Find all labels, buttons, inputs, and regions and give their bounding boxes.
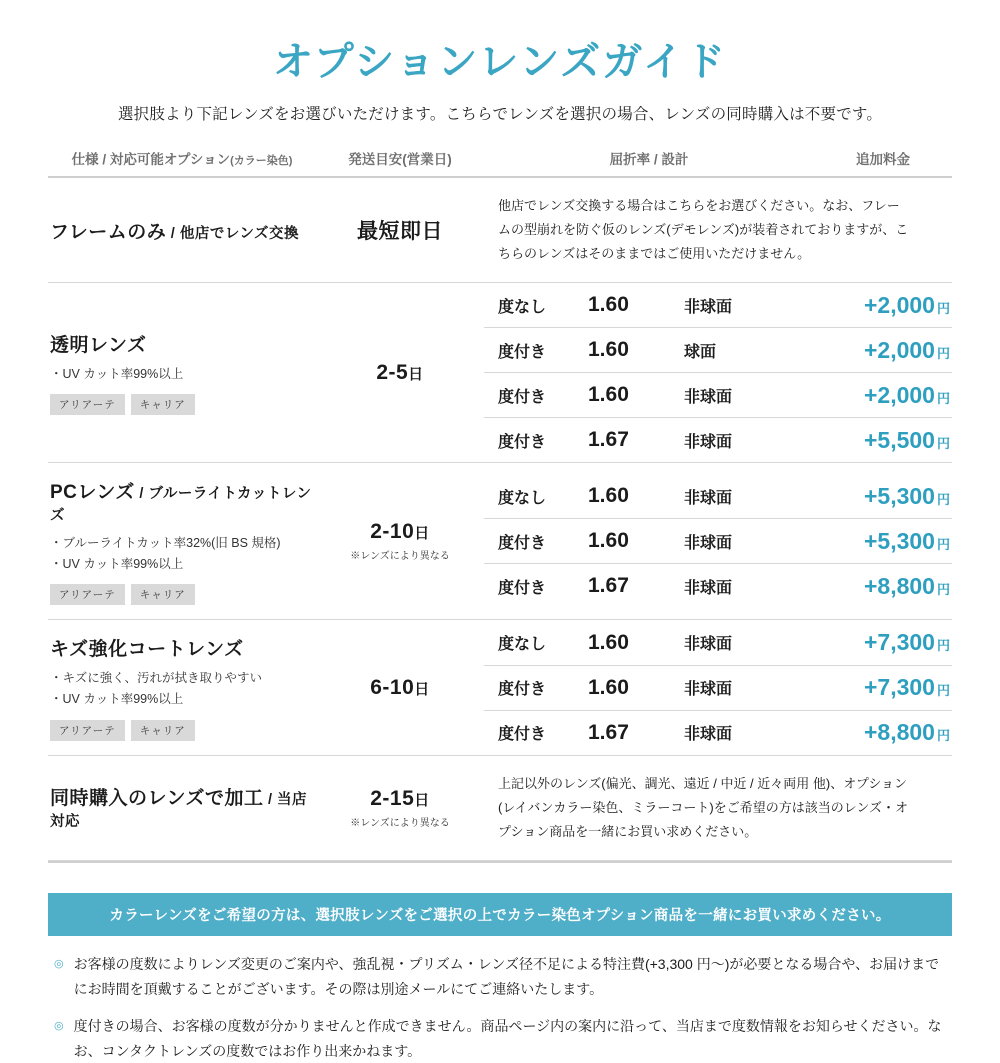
- option-index: 1.60: [588, 675, 629, 699]
- option-design: 非球面: [684, 433, 733, 451]
- option-degree: 度付き: [498, 681, 547, 699]
- column-header-shipping: 発送目安(営業日): [348, 152, 452, 167]
- table-row: [48, 620, 952, 755]
- row-shipping: [316, 463, 484, 619]
- option-degree: 度付き: [498, 726, 547, 744]
- row-options: [484, 283, 952, 462]
- option-row: [484, 564, 952, 608]
- footnote-item: [48, 1014, 952, 1063]
- option-index: 1.60: [588, 293, 629, 317]
- option-row: [484, 328, 952, 373]
- spec-name: フレームのみ / 他店でレンズ交換: [50, 221, 300, 243]
- option-design: 非球面: [684, 726, 733, 744]
- row-shipping: [316, 283, 484, 462]
- row-description: 上記以外のレンズ(偏光、調光、遠近 / 中近 / 近々両用 他)、オプション(レイバンカラー染色、ミラーコート)をご希望の方は該当のレンズ・オプション商品を一緒にお買い求めください。: [498, 775, 909, 839]
- spec-tags: [50, 584, 312, 605]
- option-index: 1.67: [588, 720, 629, 744]
- tag-carrier: キャリア: [131, 584, 195, 605]
- spec-note: ・UV カット率99%以上: [50, 366, 184, 381]
- option-design: 球面: [684, 343, 717, 361]
- option-degree: 度付き: [498, 388, 547, 406]
- row-spec-processing: [48, 756, 316, 860]
- table-row: [48, 463, 952, 620]
- option-row: [484, 418, 952, 462]
- option-price: +8,800 円: [863, 719, 950, 746]
- option-design: 非球面: [684, 534, 733, 552]
- option-price: +5,300 円: [863, 482, 950, 509]
- table-row: [48, 283, 952, 463]
- option-design: 非球面: [684, 681, 733, 699]
- column-header-spec-label: 仕様 / 対応可能オプション: [71, 152, 231, 167]
- tag-carrier: キャリア: [131, 394, 195, 415]
- shipping-value: 2-10日: [370, 520, 430, 544]
- row-spec-frame-only: [48, 178, 316, 282]
- option-index: 1.67: [588, 428, 629, 452]
- column-header-price: 追加料金: [856, 152, 910, 167]
- option-design: 非球面: [684, 388, 733, 406]
- shipping-value: 最短即日: [357, 220, 443, 244]
- row-description: 他店でレンズ交換する場合はこちらをお選びください。なお、フレームの型崩れを防ぐ仮のレンズ(デモレンズ)が装着されておりますが、こちらのレンズはそのままではご使用いただけません。: [498, 198, 909, 262]
- option-degree: 度なし: [498, 489, 547, 507]
- option-design: 非球面: [684, 489, 733, 507]
- option-degree: 度付き: [498, 343, 547, 361]
- shipping-note: ※レンズにより異なる: [350, 551, 450, 563]
- row-spec-clear-lens: [48, 283, 316, 462]
- table-bottom-rule: [48, 861, 952, 863]
- tag-ariate: アリアーテ: [50, 394, 125, 415]
- column-header-index: 屈折率 / 設計: [609, 152, 689, 167]
- option-design: 非球面: [684, 636, 733, 654]
- spec-name: 同時購入のレンズで加工 / 当店対応: [50, 788, 308, 831]
- option-price: +8,800 円: [863, 572, 950, 599]
- spec-note: ・キズに強く、汚れが拭き取りやすい ・UV カット率99%以上: [50, 671, 263, 707]
- spec-tags: [50, 720, 312, 741]
- option-row: [484, 373, 952, 418]
- spec-tags: [50, 394, 312, 415]
- page-title: オプションレンズガイド: [273, 40, 727, 84]
- option-row: [484, 474, 952, 519]
- footnote-text: お客様の度数によりレンズ変更のご案内や、強乱視・プリズム・レンズ径不足による特注費(+3,300 円〜)が必要となる場合や、お届けまでにお時間を頂戴することがございます。その際は別途メールにてご連絡いたします。: [73, 955, 940, 997]
- option-price: +2,000 円: [863, 291, 950, 318]
- row-spec-pc-lens: [48, 463, 316, 619]
- row-shipping: [316, 756, 484, 860]
- option-row: [484, 519, 952, 564]
- tag-carrier: キャリア: [131, 720, 195, 741]
- option-price: +5,500 円: [863, 426, 950, 453]
- circle-bullet-icon: ◎: [54, 1019, 64, 1032]
- column-header-spec: [48, 148, 316, 168]
- row-spec-scratch-coat-lens: [48, 620, 316, 754]
- option-index: 1.67: [588, 574, 629, 598]
- option-row: [484, 283, 952, 328]
- row-shipping: [316, 178, 484, 282]
- circle-bullet-icon: ◎: [54, 957, 64, 970]
- option-price: +5,300 円: [863, 527, 950, 554]
- option-degree: 度付き: [498, 579, 547, 597]
- option-index: 1.60: [588, 529, 629, 553]
- row-shipping: [316, 620, 484, 754]
- shipping-note: ※レンズにより異なる: [350, 817, 450, 829]
- option-index: 1.60: [588, 630, 629, 654]
- footnote-text: 度付きの場合、お客様の度数が分かりませんと作成できません。商品ページ内の案内に沿って、当店まで度数情報をお知らせください。なお、コンタクトレンズの度数ではお作り出来かねます。: [73, 1017, 942, 1059]
- shipping-value: 6-10日: [370, 675, 430, 699]
- tag-ariate: アリアーテ: [50, 584, 125, 605]
- footnote-item: [48, 952, 952, 1002]
- spec-name: キズ強化コートレンズ: [50, 639, 244, 661]
- option-index: 1.60: [588, 484, 629, 508]
- page-subtitle: 選択肢より下記レンズをお選びいただけます。こちらでレンズを選択の場合、レンズの同時購入は不要です。: [117, 106, 883, 123]
- row-options: [484, 620, 952, 754]
- spec-name: 透明レンズ: [50, 334, 147, 356]
- table-row: [48, 756, 952, 861]
- option-price: +7,300 円: [863, 629, 950, 656]
- shipping-value: 2-15日: [370, 786, 430, 810]
- option-degree: 度付き: [498, 433, 547, 451]
- color-lens-banner: カラーレンズをご希望の方は、選択肢レンズをご選択の上でカラー染色オプション商品を一緒にお買い求めください。: [48, 893, 952, 936]
- option-degree: 度なし: [498, 636, 547, 654]
- option-row: [484, 621, 952, 666]
- shipping-value: 2-5日: [376, 360, 424, 384]
- option-price: +7,300 円: [863, 674, 950, 701]
- option-index: 1.60: [588, 338, 629, 362]
- column-header-spec-note: (カラー染色): [230, 155, 293, 167]
- row-options: [484, 463, 952, 619]
- option-price: +2,000 円: [863, 336, 950, 363]
- option-design: 非球面: [684, 579, 733, 597]
- tag-ariate: アリアーテ: [50, 720, 125, 741]
- spec-name: PCレンズ / ブルーライトカットレンズ: [50, 482, 312, 525]
- table-column-headers: [48, 148, 952, 176]
- footnotes: [48, 952, 952, 1063]
- option-degree: 度なし: [498, 298, 547, 316]
- table-row: [48, 178, 952, 283]
- option-design: 非球面: [684, 298, 733, 316]
- option-row: [484, 711, 952, 755]
- spec-note: ・ブルーライトカット率32%(旧 BS 規格) ・UV カット率99%以上: [50, 536, 281, 571]
- option-price: +2,000 円: [863, 381, 950, 408]
- option-degree: 度付き: [498, 534, 547, 552]
- option-row: [484, 666, 952, 711]
- option-index: 1.60: [588, 383, 629, 407]
